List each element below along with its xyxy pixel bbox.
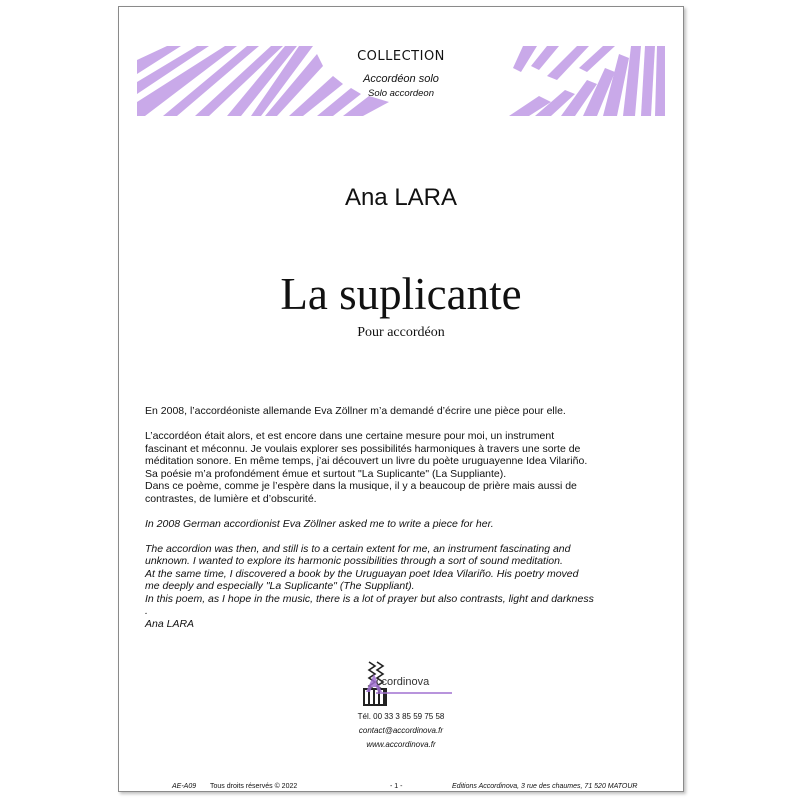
composer-name: Ana LARA [344, 184, 458, 211]
note-en-line: At the same time, I discovered a book by the Uruguayan poet Idea Vilariño. His poetry moved [145, 567, 579, 580]
collection-banner [137, 46, 665, 116]
series-name-english: Solo accordeon [367, 88, 435, 99]
instrumentation-subtitle: Pour accordéon [357, 325, 445, 340]
note-en-line: me deeply and especially "La Suplicante" (The Suppliant). [145, 580, 415, 592]
piece-title: La suplicante [280, 269, 522, 319]
collection-label: COLLECTION [357, 49, 445, 64]
note-fr-line: Sa poésie m’a profondément émue et surtout "La Suplicante" (La Suppliante). [145, 467, 507, 480]
publisher-email[interactable]: contact@accordinova.fr [358, 726, 444, 735]
copyright-notice: Tous droits réservés © 2022 [210, 783, 298, 790]
publisher-phone: Tél. 00 33 3 85 59 75 58 [357, 712, 445, 721]
note-en-line: unknown. I wanted to explore its harmonic possibilities through a sort of sound meditation. [145, 555, 563, 567]
note-fr-line: méditation sonore. En même temps, j’ai découvert un livre du poète uruguayenne Idea Vilariño. [145, 455, 588, 467]
note-en-intro: In 2008 German accordionist Eva Zöllner asked me to write a piece for her. [145, 517, 494, 530]
note-fr-line: L’accordéon était alors, et est encore dans une certaine mesure pour moi, un instrument [145, 430, 555, 442]
program-notes [145, 405, 660, 630]
note-fr-line: fascinant et méconnu. Je voulais explorer ses possibilités harmoniques à travers une sorte de [145, 442, 581, 455]
note-fr-line: contrastes, de lumière et d’obscurité. [145, 492, 317, 505]
page-number: - 1 - [390, 783, 403, 790]
catalog-number: AE-A09 [172, 783, 197, 790]
accordinova-logo-text: ccordinova [376, 676, 430, 688]
note-signature: Ana LARA [145, 617, 195, 630]
note-en-line: The accordion was then, and still is to a certain extent for me, an instrument fascinating and [145, 542, 571, 555]
accordinova-logo [362, 660, 462, 708]
series-name-french: Accordéon solo [363, 73, 439, 85]
publisher-website[interactable]: www.accordinova.fr [366, 740, 436, 749]
note-en-line: In this poem, as I hope in the music, there is a lot of prayer but also contrasts, light and darkness [145, 592, 594, 605]
note-en-line: . [145, 605, 148, 617]
note-fr-intro: En 2008, l’accordéoniste allemande Eva Zöllner m’a demandé d’écrire une pièce pour elle. [145, 405, 566, 417]
publisher-address: Editions Accordinova, 3 rue des chaumes, 71 520 MATOUR [452, 783, 638, 790]
note-fr-line: Dans ce poème, comme je l’espère dans la musique, il y a beaucoup de prière mais aussi de [145, 480, 577, 492]
